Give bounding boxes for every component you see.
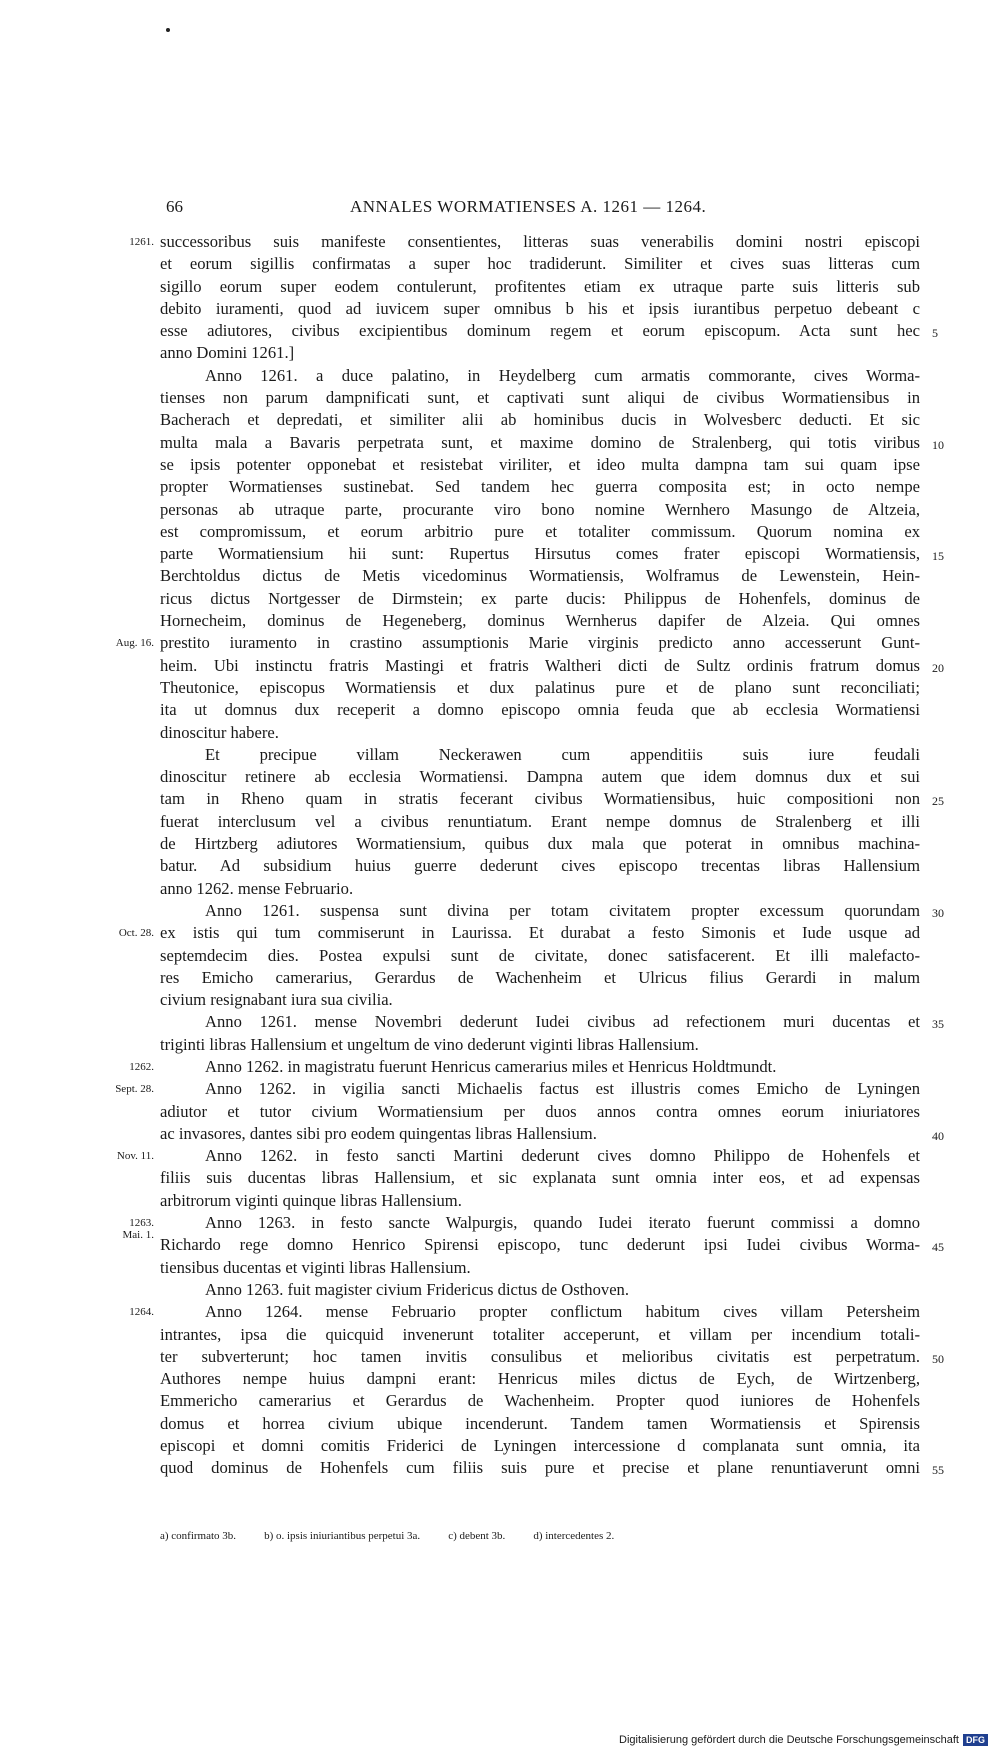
footnote: a) confirmato 3b. <box>160 1530 237 1542</box>
text-line <box>160 1413 920 1435</box>
text-line <box>160 499 920 521</box>
line-text: heim. Ubi instinctu fratris Mastingi et fratris Waltheri dicti de Sultz ordinis fratrum domus <box>160 655 920 675</box>
line-text: triginti libras Hallensium et ungeltum de vino dederunt viginti libras Hallensium. <box>160 1034 699 1054</box>
text-line <box>160 1257 920 1279</box>
margin-date: Aug. 16. <box>115 637 154 650</box>
line-text: Anno 1262. in festo sancti Martini dederunt cives domno Philippo de Hohenfels et <box>205 1146 920 1166</box>
text-line <box>160 1457 944 1479</box>
text-line <box>160 766 920 788</box>
text-line <box>160 744 920 766</box>
line-text: Hornecheim, dominus de Hegeneberg, dominus Wernherus dapifer de Alzeia. Qui omnes <box>160 611 920 631</box>
line-text: propter Wormatienses sustinebat. Sed tandem hec guerra composita est; in octo nempe <box>160 477 920 497</box>
margin-date-secondary: Mai. 1. <box>122 1229 154 1242</box>
text-line <box>160 476 920 498</box>
text-line <box>115 632 920 654</box>
line-number: 40 <box>932 1128 944 1143</box>
line-text: domus et horrea civium ubique incenderunt. Tandem tamen Wormatiensis et Spirensis <box>160 1413 920 1433</box>
page-header <box>0 197 1000 221</box>
line-text: tienses non parum dampnificati sunt, et captivati sunt aliqui de civibus Wormatiensibus in <box>160 388 920 408</box>
text-line <box>160 432 944 454</box>
text-line <box>160 610 920 632</box>
line-text: Anno 1261. mense Novembri dederunt Iudei civibus ad refectionem muri ducentas et <box>205 1012 920 1032</box>
text-line <box>160 298 920 320</box>
text-line <box>160 967 920 989</box>
line-number: 10 <box>932 437 944 452</box>
footnote: d) intercedentes 2. <box>533 1530 615 1542</box>
text-line <box>160 699 920 721</box>
line-text: successoribus suis manifeste consentientes, litteras suas venerabilis domini nostri episcopi <box>160 232 920 251</box>
text-line <box>160 1011 944 1033</box>
line-number: 45 <box>932 1240 944 1255</box>
line-text: se ipsis potenter opponebat et resistebat viriliter, et ideo multa dampna tam sui quam ipse <box>160 454 920 474</box>
margin-date: 1262. <box>129 1060 154 1073</box>
line-text: Anno 1261. a duce palatino, in Heydelberg cum armatis commorante, cives Worma- <box>205 365 920 385</box>
line-text: dinoscitur retinere ab ecclesia Wormatiensi. Dampna autem que idem domnus dux et sui <box>160 767 920 787</box>
line-text: batur. Ad subsidium huius guerre dederunt cives episcopo trecentas libras Hallensium <box>160 856 920 876</box>
line-text: Richardo rege domno Henrico Spirensi episcopo, tunc dederunt ipsi Iudei civibus Worma- <box>160 1235 920 1255</box>
margin-date: Oct. 28. <box>118 927 154 940</box>
line-text: Anno 1262. in magistratu fuerunt Henricus camerarius miles et Henricus Holdtmundt. <box>205 1056 777 1076</box>
line-text: de Hirtzberg adiutores Wormatiensium, quibus dux mala que poterat in omnibus machina- <box>160 834 920 854</box>
text-line <box>160 588 920 610</box>
line-text: ex istis qui tum commiserunt in Laurissa. Et durabat a festo Simonis et Iude usque ad <box>160 923 920 943</box>
text-line <box>160 365 920 387</box>
line-text: ita ut domnus dux receperit a domno episcopo omnia feuda que ab ecclesia Wormatiensi <box>160 700 920 720</box>
line-number: 55 <box>932 1463 944 1478</box>
text-line <box>160 878 920 900</box>
line-text: parte Wormatiensium hii sunt: Rupertus Hirsutus comes frater episcopi Wormatiensis, <box>160 544 920 564</box>
text-line <box>160 1368 920 1390</box>
line-text: Bacherach et depredati, et similiter alii ab hominibus ducis in Wolvesberc deducti. Et sic <box>160 410 920 430</box>
text-line <box>160 342 920 364</box>
ink-dot <box>166 28 170 32</box>
text-line <box>160 811 920 833</box>
line-text: est compromissum, et eorum arbitrio pure et totaliter commissum. Quorum nomina ex <box>160 521 920 541</box>
text-line <box>160 1435 920 1457</box>
line-text: Anno 1263. fuit magister civium Fridericus dictus de Osthoven. <box>205 1279 629 1299</box>
text-line <box>160 855 920 877</box>
line-number: 35 <box>932 1017 944 1032</box>
line-text: sigillo eorum super eodem contulerunt, profitentes etiam ex utraque parte suis litteris sub <box>160 276 920 296</box>
line-text: Anno 1262. in vigilia sancti Michaelis factus est illustris comes Emicho de Lyningen <box>205 1079 920 1099</box>
text-line <box>116 1145 920 1167</box>
line-text: ac invasores, dantes sibi pro eodem quingentas libras Hallensium. <box>160 1123 597 1143</box>
text-line <box>160 1123 944 1145</box>
footnote: c) debent 3b. <box>448 1530 506 1542</box>
text-line <box>160 1167 920 1189</box>
line-text: Theutonice, episcopus Wormatiensis et dux palatinus pure et de plano sunt reconciliati; <box>160 677 920 697</box>
line-text: anno Domini 1261.] <box>160 343 295 363</box>
text-line <box>160 677 920 699</box>
text-line <box>160 409 920 431</box>
line-text: esse adiutores, civibus excipientibus dominum regem et eorum episcopum. Acta sunt hec <box>160 321 920 341</box>
margin-date: 1264. <box>129 1306 154 1319</box>
text-line <box>160 945 920 967</box>
text-line <box>160 788 944 810</box>
text-line <box>160 989 920 1011</box>
line-number: 25 <box>932 794 944 809</box>
line-text: septemdecim dies. Postea expulsi sunt de civitate, donec satisfacerent. Et illi malefacto- <box>160 945 920 965</box>
text-line <box>160 1279 920 1301</box>
line-text: Et precipue villam Neckerawen cum appenditiis suis iure feudali <box>205 744 920 764</box>
line-text: prestito iuramento in crastino assumptionis Marie virginis predicto anno accesserunt Gunt- <box>160 633 920 653</box>
margin-date: 1261. <box>129 236 154 248</box>
page-number: 66 <box>166 197 183 216</box>
text-line <box>160 1190 920 1212</box>
dfg-logo-icon: DFG <box>963 1734 988 1746</box>
text-line <box>160 1346 944 1368</box>
footnotes <box>160 1530 642 1542</box>
line-text: arbitrorum viginti quinque libras Hallensium. <box>160 1190 462 1210</box>
line-text: Emmericho camerarius et Gerardus de Wachenheim. Propter quod iuniores de Hohenfels <box>160 1391 920 1411</box>
margin-date: Sept. 28. <box>115 1083 154 1096</box>
line-number: 5 <box>932 326 938 341</box>
line-text: episcopi et domni comitis Friderici de Lyningen intercessione d complanata sunt omnia, ita <box>160 1436 920 1456</box>
text-line <box>160 276 920 298</box>
text-line <box>160 1324 920 1346</box>
text-line <box>160 565 920 587</box>
main-text <box>115 231 944 1480</box>
text-line <box>160 722 920 744</box>
line-text: filiis suis ducentas libras Hallensium, et sic explanata sunt omnia inter eos, et ad expensas <box>160 1168 920 1188</box>
text-line <box>160 320 938 342</box>
line-text: Anno 1263. in festo sancte Walpurgis, quando Iudei iterato fuerunt commissi a domno <box>205 1213 920 1233</box>
credit-text: Digitalisierung gefördert durch die Deutsche Forschungsgemeinschaft <box>619 1734 959 1746</box>
text-line <box>129 231 920 253</box>
footnote: b) o. ipsis iniuriantibus perpetui 3a. <box>264 1530 421 1542</box>
digitization-credit <box>619 1734 988 1746</box>
line-text: ricus dictus Nortgesser de Dirmstein; ex parte ducis: Philippus de Hohenfels, dominus de <box>160 588 920 608</box>
line-text: personas ab utraque parte, procurante viro bono nomine Wernhero Masungo de Altzeia, <box>160 499 920 519</box>
text-line <box>115 1078 920 1100</box>
line-text: dinoscitur habere. <box>160 722 279 742</box>
text-line <box>129 1301 920 1323</box>
line-text: anno 1262. mense Februario. <box>160 878 354 898</box>
line-number: 20 <box>932 660 944 675</box>
text-line <box>160 833 920 855</box>
line-number: 30 <box>932 905 944 920</box>
text-line <box>160 387 920 409</box>
line-number: 15 <box>932 549 944 564</box>
line-text: ter subverterunt; hoc tamen invitis consulibus et melioribus civitatis est perpetratum. <box>160 1346 920 1366</box>
line-number: 50 <box>932 1351 944 1366</box>
line-text: res Emicho camerarius, Gerardus de Wachenheim et Ulricus filius Gerardi in malum <box>160 967 920 987</box>
line-text: multa mala a Bavaris perpetrata sunt, et maxime domino de Stralenberg, qui totis viribus <box>160 432 920 452</box>
text-line <box>122 1212 920 1242</box>
line-text: quod dominus de Hohenfels cum filiis suis pure et precise et plane renuntiaverunt omni <box>160 1458 920 1478</box>
line-text: Authores nempe huius dampni erant: Henricus miles dictus de Eych, de Wirtzenberg, <box>160 1369 920 1389</box>
line-text: Anno 1264. mense Februario propter conflictum habitum cives villam Petersheim <box>205 1302 920 1322</box>
line-text: Berchtoldus dictus de Metis vicedominus Wormatiensis, Wolframus de Lewenstein, Hein- <box>160 566 920 586</box>
text-line <box>160 1234 944 1256</box>
line-text: et eorum sigillis confirmatas a super hoc tradiderunt. Similiter et cives suas litteras cum <box>160 254 920 274</box>
text-line <box>160 521 920 543</box>
text-line <box>160 1390 920 1412</box>
running-title: ANNALES WORMATIENSES A. 1261 — 1264. <box>350 197 707 216</box>
text-line <box>160 543 944 565</box>
line-text: debito iuramenti, quod ad iuvicem super omnibus b his et ipsis iurantibus perpetuo debeant c <box>160 298 920 318</box>
line-text: fuerat interclusum vel a civibus renuntiatum. Erant nempe domnus de Stralenberg et illi <box>160 811 920 831</box>
line-text: adiutor et tutor civium Wormatiensium per duos annos contra omnes eorum iniuriatores <box>160 1101 920 1121</box>
text-line <box>160 454 920 476</box>
margin-date: Nov. 11. <box>116 1150 154 1163</box>
line-text: tam in Rheno quam in stratis fecerant civibus Wormatiensibus, huic compositioni non <box>160 789 920 809</box>
text-line <box>160 655 944 677</box>
text-line <box>160 1101 920 1123</box>
text-line <box>160 900 944 922</box>
text-line <box>160 1034 920 1056</box>
text-line <box>129 1056 920 1078</box>
line-text: Anno 1261. suspensa sunt divina per totam civitatem propter excessum quorundam <box>205 900 920 920</box>
text-line <box>160 253 920 275</box>
line-text: civium resignabant iura sua civilia. <box>160 990 393 1010</box>
text-line <box>118 922 920 944</box>
line-text: intrantes, ipsa die quicquid invenerunt totaliter acceperunt, et villam per incendium totali- <box>160 1324 920 1344</box>
line-text: tiensibus ducentas et viginti libras Hallensium. <box>160 1257 471 1277</box>
margin-date: 1263. <box>129 1217 154 1230</box>
